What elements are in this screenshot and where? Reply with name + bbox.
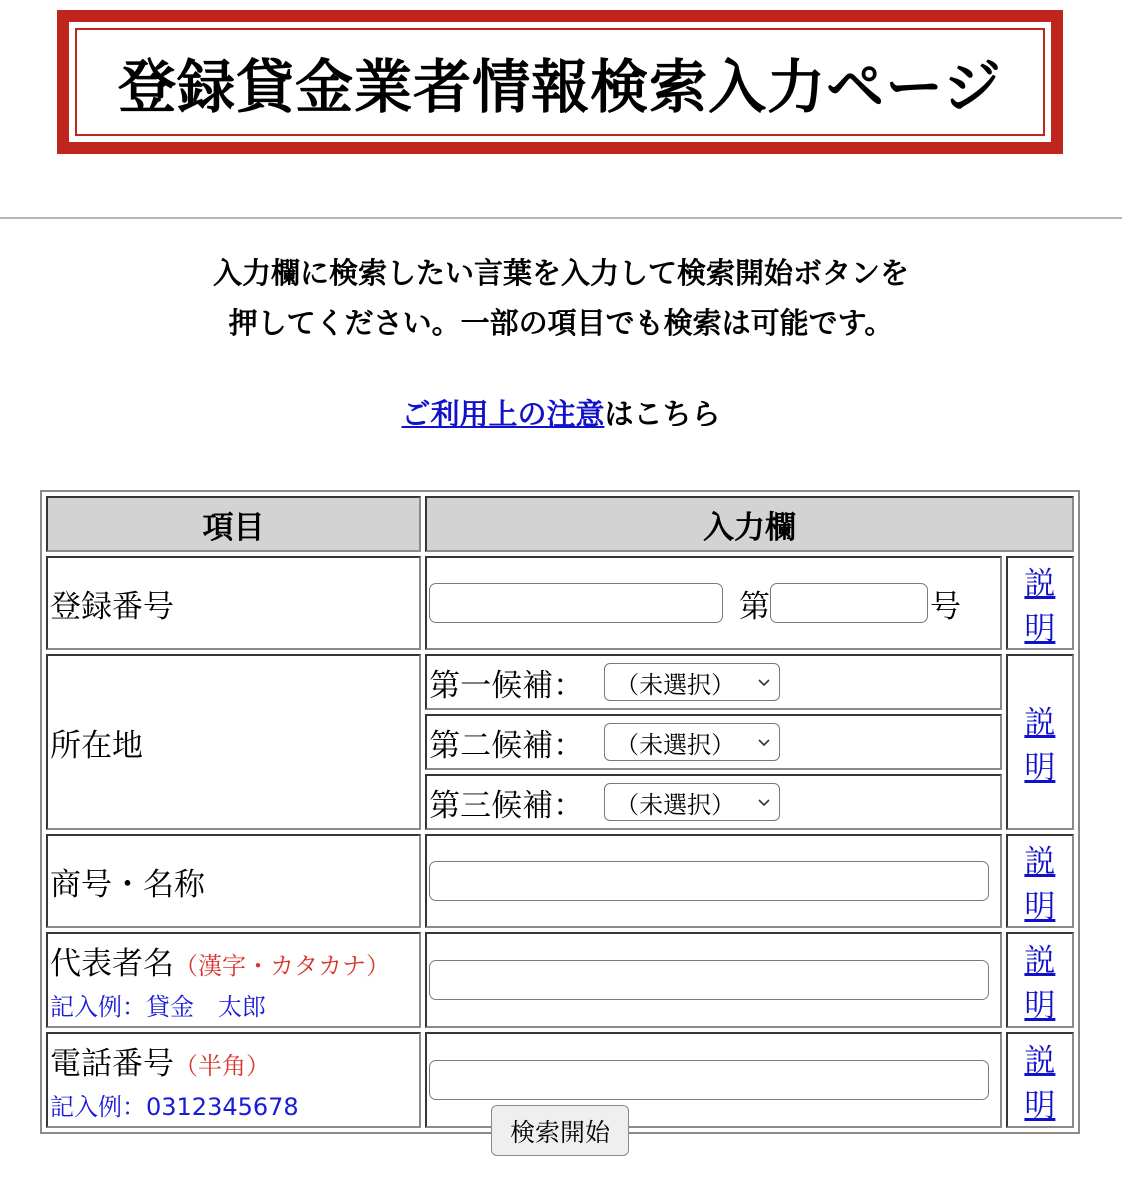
representative-help-link[interactable]: 説明 [1024, 943, 1056, 1024]
chevron-down-icon [757, 795, 771, 809]
candidate-3-value: （未選択） [615, 790, 736, 819]
header-item: 項目 [46, 496, 421, 552]
representative-example: 記入例：貸金 太郎 [50, 993, 266, 1021]
location-help-link[interactable]: 説明 [1024, 705, 1056, 786]
row-location [46, 654, 1074, 830]
trade-name-help-cell [1006, 834, 1074, 928]
candidate-1-value: （未選択） [615, 670, 736, 699]
row-representative [46, 932, 1074, 1028]
chevron-down-icon [757, 735, 771, 749]
header-input: 入力欄 [425, 496, 1074, 552]
trade-name-input-cell [425, 834, 1002, 928]
location-help-cell [1006, 654, 1074, 830]
page-title: 登録貸金業者情報検索入力ページ [118, 53, 1002, 121]
candidate-1-label: 第一候補： [429, 667, 585, 704]
representative-note: （漢字・カタカナ） [174, 952, 390, 980]
registration-number-input[interactable] [770, 583, 928, 623]
instructions-line-2: 押してください。一部の項目でも検索は可能です。 [228, 306, 894, 340]
registration-go-label: 号 [929, 588, 961, 625]
registration-dai-label: 第 [738, 588, 770, 625]
representative-label-cell [46, 932, 421, 1028]
representative-input[interactable] [429, 960, 989, 1000]
phone-note: （半角） [174, 1052, 270, 1080]
instructions [0, 248, 1122, 348]
title-banner-inner [69, 22, 1051, 142]
phone-example: 記入例：0312345678 [50, 1093, 299, 1121]
registration-help-link[interactable]: 説明 [1024, 566, 1056, 647]
representative-help-cell [1006, 932, 1074, 1028]
search-button[interactable]: 検索開始 [491, 1105, 629, 1156]
divider [0, 217, 1122, 219]
trade-name-input[interactable] [429, 861, 989, 901]
chevron-down-icon [757, 675, 771, 689]
registration-input-cell [425, 556, 1002, 650]
usage-notice-link[interactable]: ご利用上の注意 [401, 397, 605, 431]
phone-label-cell [46, 1032, 421, 1128]
candidate-2-select[interactable] [604, 723, 780, 761]
instructions-line-1: 入力欄に検索したい言葉を入力して検索開始ボタンを [212, 256, 909, 290]
candidate-3-label: 第三候補： [429, 787, 585, 824]
title-banner-frame [75, 28, 1045, 136]
phone-help-cell [1006, 1032, 1074, 1128]
location-candidates-cell [425, 654, 1002, 830]
search-form-table [40, 490, 1080, 1134]
row-registration-number [46, 556, 1074, 650]
location-candidate-2 [425, 714, 1002, 770]
representative-label: 代表者名 [50, 946, 174, 982]
candidate-3-select[interactable] [604, 783, 780, 821]
row-trade-name [46, 834, 1074, 928]
location-candidate-1 [425, 654, 1002, 710]
registration-prefix-input[interactable] [429, 583, 723, 623]
usage-notice-suffix: はこちら [604, 397, 721, 431]
phone-help-link[interactable]: 説明 [1024, 1043, 1056, 1124]
usage-notice [0, 392, 1122, 433]
trade-name-help-link[interactable]: 説明 [1024, 844, 1056, 925]
candidate-2-value: （未選択） [615, 730, 736, 759]
representative-input-cell [425, 932, 1002, 1028]
phone-label: 電話番号 [50, 1046, 174, 1082]
location-label: 所在地 [46, 654, 421, 830]
phone-input[interactable] [429, 1060, 989, 1100]
location-candidate-3 [425, 774, 1002, 830]
candidate-1-select[interactable] [604, 663, 780, 701]
title-banner [57, 10, 1063, 154]
registration-help-cell [1006, 556, 1074, 650]
trade-name-label: 商号・名称 [46, 834, 421, 928]
candidate-2-label: 第二候補： [429, 727, 585, 764]
registration-label: 登録番号 [46, 556, 421, 650]
